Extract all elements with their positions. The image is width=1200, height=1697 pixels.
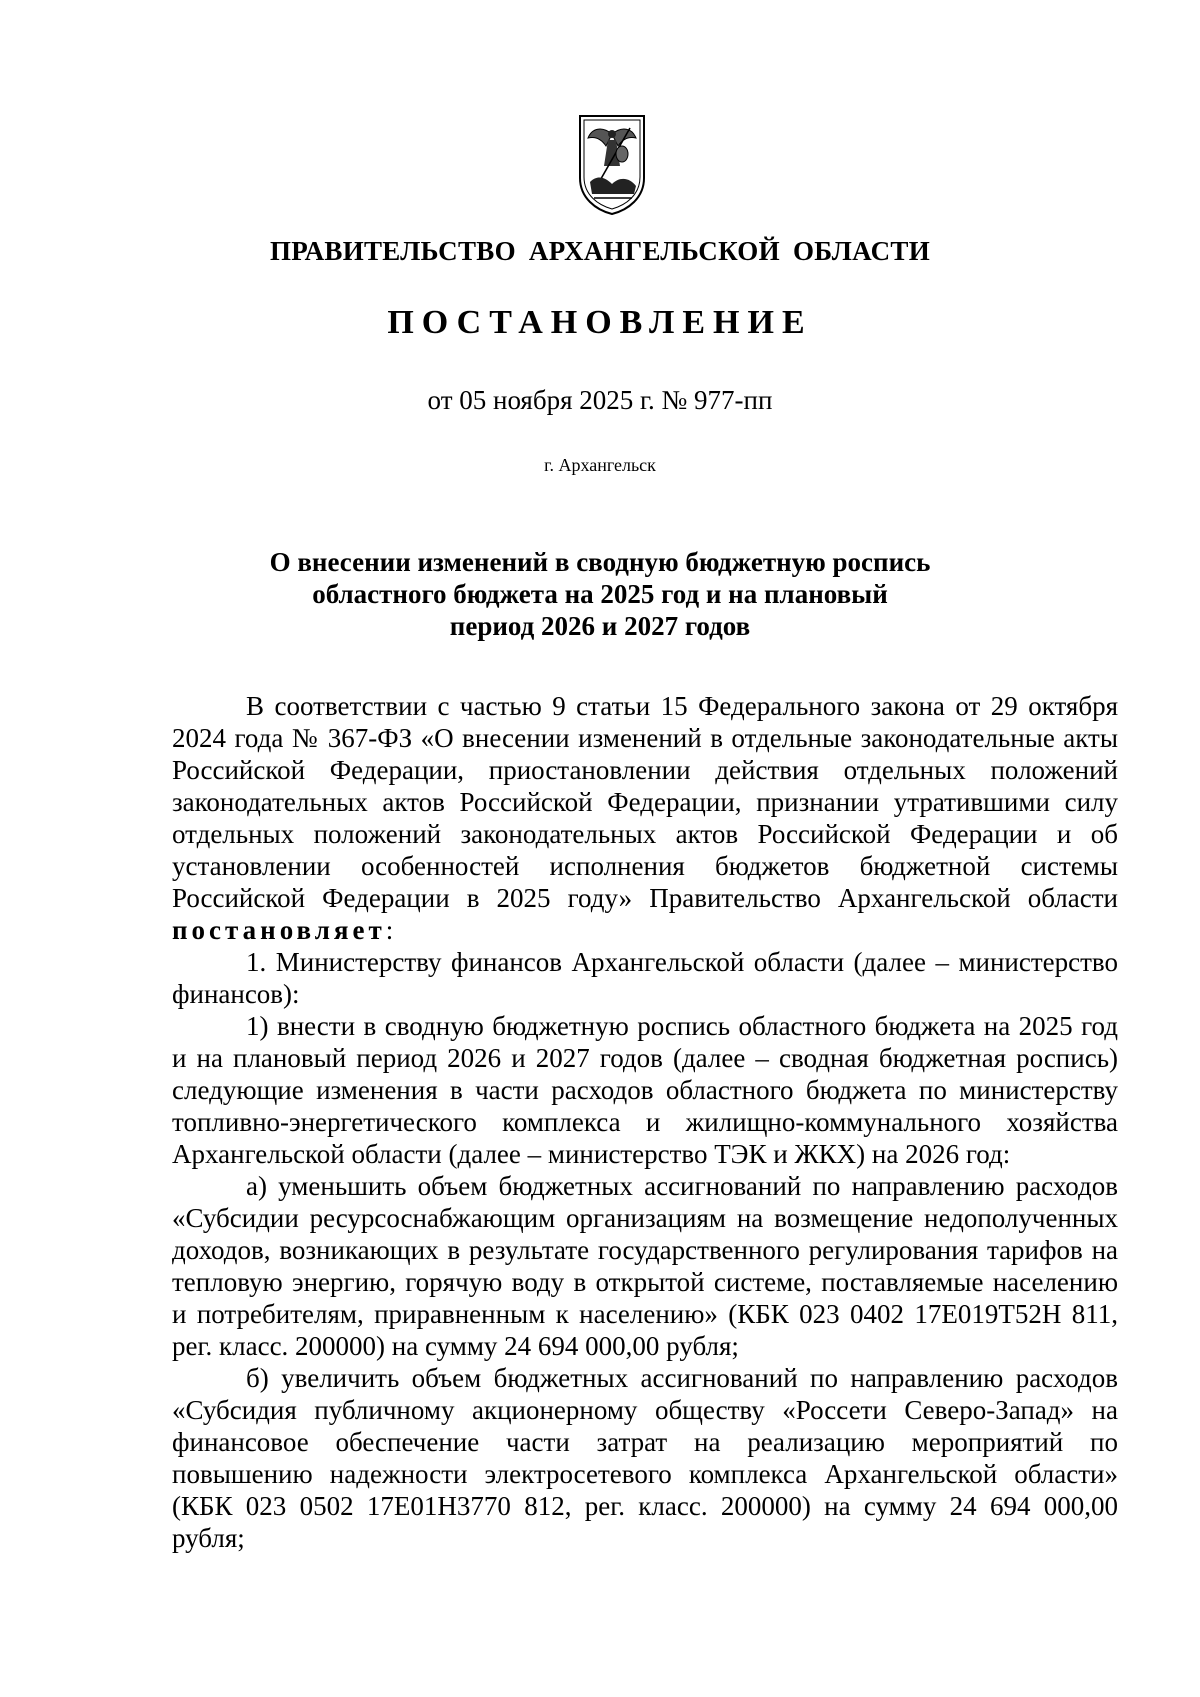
organization-name: ПРАВИТЕЛЬСТВО АРХАНГЕЛЬСКОЙ ОБЛАСТИ bbox=[269, 236, 931, 266]
preamble-colon: : bbox=[385, 915, 394, 945]
preamble-paragraph bbox=[172, 690, 1118, 946]
arkhangelsk-coat-of-arms-icon bbox=[576, 112, 648, 216]
paragraph-item-1: 1. Министерству финансов Архангельской области (далее – министерство финансов): bbox=[172, 947, 1118, 1009]
title-line-1: О внесении изменений в сводную бюджетную роспись bbox=[269, 547, 931, 577]
paragraph-item-b: б) увеличить объем бюджетных ассигнований по направлению расходов «Субсидия публичному акционерному обществу «Россети Северо-Запад» на финансовое обеспечение части затрат на реализацию мероприятий по повышению надежности электросетевого комплекса Архангельской области» (КБК 023 0502 17Е01Н3770 812, рег. класс. 200000) на сумму 24 694 000,00 рубля; bbox=[172, 1363, 1118, 1553]
document-body bbox=[172, 690, 1118, 1554]
paragraph-item-1-1: 1) внести в сводную бюджетную роспись областного бюджета на 2025 год и на плановый период 2026 и 2027 годов (далее – сводная бюджетная роспись) следующие изменения в части расходов областного бюджета по министерству топливно-энергетического комплекса и жилищно-коммунального хозяйства Архангельской области (далее – министерство ТЭК и ЖКХ) на 2026 год: bbox=[172, 1011, 1118, 1169]
paragraph-item-a: а) уменьшить объем бюджетных ассигнований по направлению расходов «Субсидии ресурсоснабжающим организациям на возмещение недополученных доходов, возникающих в результате государственного регулирования тарифов на тепловую энергию, горячую воду в открытой системе, поставляемые населению и потребителям, приравненным к населению» (КБК 023 0402 17Е019Т52Н 811, рег. класс. 200000) на сумму 24 694 000,00 рубля; bbox=[172, 1171, 1118, 1361]
title-line-2: областного бюджета на 2025 год и на плановый bbox=[312, 579, 888, 609]
document-title bbox=[0, 546, 1200, 642]
preamble-text: В соответствии с частью 9 статьи 15 Федерального закона от 29 октября 2024 года № 367-ФЗ «О внесении изменений в отдельные законодательные акты Российской Федерации, приостановлении действия отдельных положений законодательных актов Российской Федерации, признании утратившими силу отдельных положений законодательных актов Российской Федерации и об установлении особенностей исполнения бюджетов бюджетной системы Российской Федерации в 2025 году» Правительство Архангельской области bbox=[172, 691, 1118, 913]
title-line-3: период 2026 и 2027 годов bbox=[449, 611, 751, 641]
resolution-verb: постановляет bbox=[172, 915, 386, 945]
document-type: ПОСТАНОВЛЕНИЕ bbox=[387, 304, 813, 341]
document-date-number: от 05 ноября 2025 г. № 977-пп bbox=[427, 385, 773, 415]
document-city: г. Архангельск bbox=[544, 455, 656, 475]
